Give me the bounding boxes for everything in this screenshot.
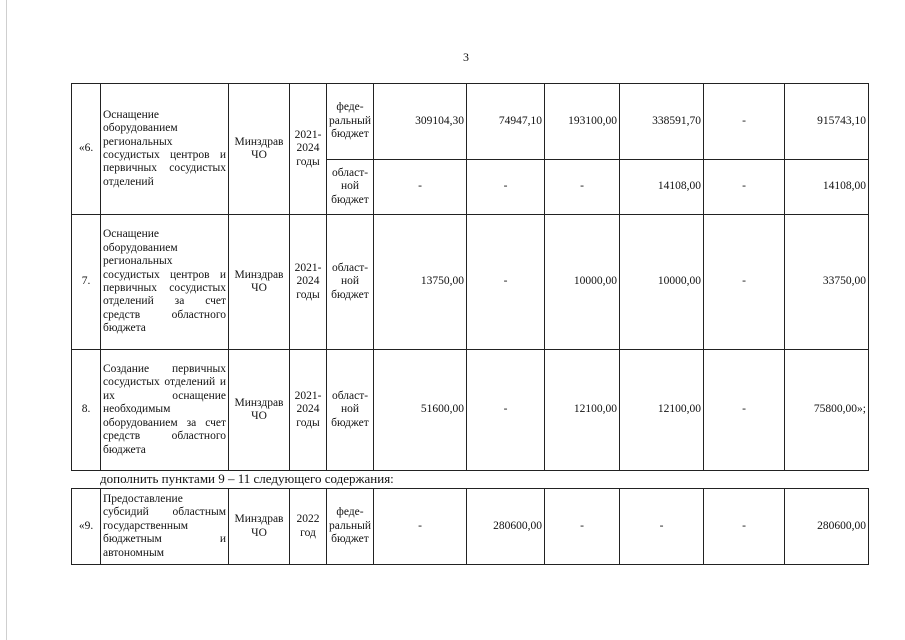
value-cell: 13750,00 — [374, 215, 467, 350]
value-cell: - — [620, 489, 704, 565]
measure-name: Оснащение оборудованием региональных сосудистых центров и первичных сосудистых отделений — [101, 84, 229, 215]
value-cell: - — [467, 350, 545, 471]
period: 2021-2024 годы — [290, 350, 327, 471]
total-cell: 75800,00»; — [785, 350, 869, 471]
value-cell: 12100,00 — [620, 350, 704, 471]
measure-name: Создание первичных сосудистых отделений и их оснащение необходимым оборудованием за счет средств областного бюджета — [101, 350, 229, 471]
value-cell: - — [545, 489, 620, 565]
period: 2022 год — [290, 489, 327, 565]
measure-name: Предоставление субсидий областным государственным бюджетным и автономным — [101, 489, 229, 565]
measure-name: Оснащение оборудованием региональных сосудистых центров и первичных сосудистых отделений за счет средств областного бюджета — [101, 215, 229, 350]
value-cell: - — [374, 489, 467, 565]
value-cell: - — [704, 160, 785, 215]
executor: Минздрав ЧО — [229, 350, 290, 471]
funding-table — [71, 83, 869, 471]
value-cell: 338591,70 — [620, 84, 704, 160]
value-cell: - — [704, 350, 785, 471]
value-cell: 74947,10 — [467, 84, 545, 160]
amendment-text: дополнить пунктами 9 – 11 следующего содержания: — [100, 471, 394, 486]
value-cell: 12100,00 — [545, 350, 620, 471]
row-number: «6. — [72, 84, 101, 215]
funding-source: област-ной бюджет — [327, 160, 374, 215]
funding-source: феде-ральный бюджет — [327, 84, 374, 160]
period: 2021-2024 годы — [290, 215, 327, 350]
value-cell: - — [467, 160, 545, 215]
value-cell: - — [374, 160, 467, 215]
executor: Минздрав ЧО — [229, 84, 290, 215]
total-cell: 915743,10 — [785, 84, 869, 160]
value-cell: 51600,00 — [374, 350, 467, 471]
value-cell: - — [545, 160, 620, 215]
row-number: «9. — [72, 489, 101, 565]
value-cell: - — [467, 215, 545, 350]
table-row — [72, 84, 869, 160]
funding-table-addition — [71, 488, 869, 565]
executor: Минздрав ЧО — [229, 489, 290, 565]
table-row — [72, 489, 869, 565]
value-cell: - — [704, 215, 785, 350]
value-cell: - — [704, 84, 785, 160]
table-row — [72, 350, 869, 471]
value-cell: - — [704, 489, 785, 565]
table-row — [72, 215, 869, 350]
total-cell: 33750,00 — [785, 215, 869, 350]
row-number: 8. — [72, 350, 101, 471]
value-cell: 280600,00 — [467, 489, 545, 565]
page-number: 3 — [463, 50, 469, 64]
row-number: 7. — [72, 215, 101, 350]
scan-edge-line — [6, 0, 7, 640]
value-cell: 10000,00 — [620, 215, 704, 350]
value-cell: 14108,00 — [620, 160, 704, 215]
period: 2021-2024 годы — [290, 84, 327, 215]
total-cell: 14108,00 — [785, 160, 869, 215]
funding-source: феде-ральный бюджет — [327, 489, 374, 565]
value-cell: 193100,00 — [545, 84, 620, 160]
total-cell: 280600,00 — [785, 489, 869, 565]
funding-source: област-ной бюджет — [327, 350, 374, 471]
value-cell: 309104,30 — [374, 84, 467, 160]
value-cell: 10000,00 — [545, 215, 620, 350]
funding-source: област-ной бюджет — [327, 215, 374, 350]
executor: Минздрав ЧО — [229, 215, 290, 350]
